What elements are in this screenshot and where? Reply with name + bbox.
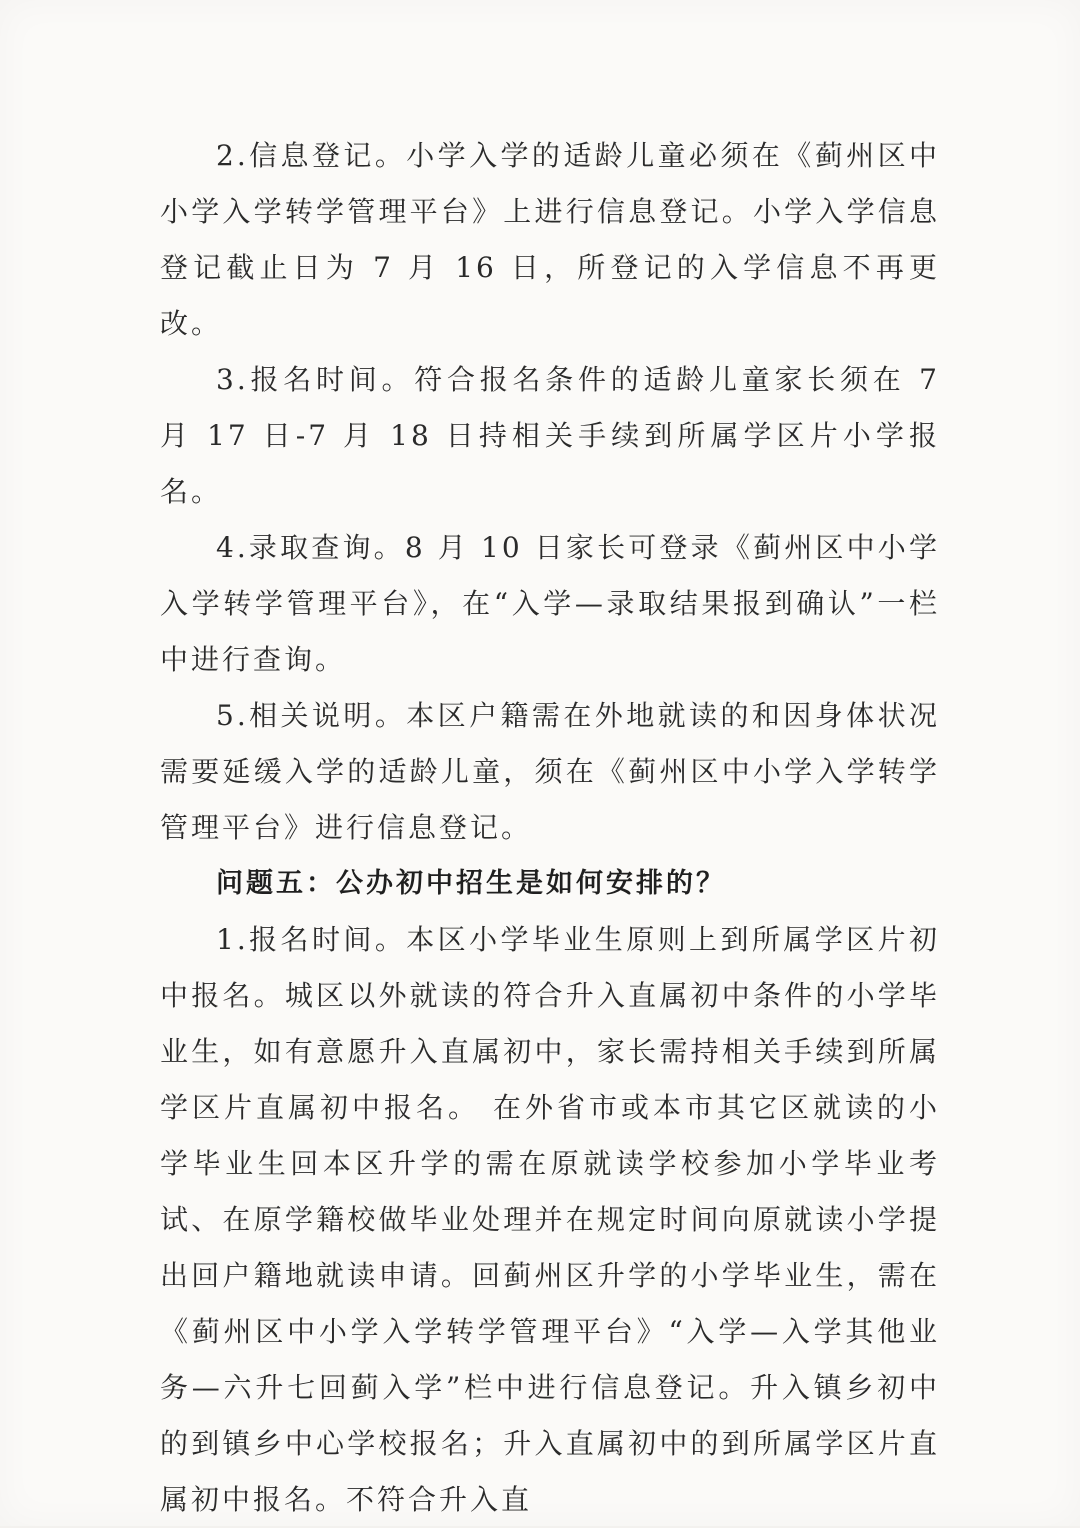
document-body [160,128,940,1528]
paragraph-related-notes: 5.相关说明。本区户籍需在外地就读的和因身体状况需要延缓入学的适龄儿童，须在《蓟州区中小学入学转学管理平台》进行信息登记。 [160,699,940,844]
paragraph-junior-registration-time: 1.报名时间。本区小学毕业生原则上到所属学区片初中报名。城区以外就读的符合升入直属初中条件的小学毕业生，如有意愿升入直属初中，家长需持相关手续到所属学区片直属初中报名。 在外省市或本市其它区就读的小学毕业生回本区升学的需在原就读学校参加小学毕业考试、在原学籍校做毕业处理并在规定时间向原就读小学提出回户籍地就读申请。回蓟州区升学的小学毕业生，需在《蓟州区中小学入学转学管理平台》“入学—入学其他业务—六升七回蓟入学”栏中进行信息登记。升入镇乡初中的到镇乡中心学校报名；升入直属初中的到所属学区片直属初中报名。不符合升入直 [160,923,940,1516]
paragraph-registration-time: 3.报名时间。符合报名条件的适龄儿童家长须在 7 月 17 日-7 月 18 日持相关手续到所属学区片小学报名。 [160,363,940,508]
paragraph-info-registration: 2.信息登记。小学入学的适龄儿童必须在《蓟州区中小学入学转学管理平台》上进行信息登记。小学入学信息登记截止日为 7 月 16 日，所登记的入学信息不再更改。 [160,139,940,340]
paragraph-admission-query: 4.录取查询。8 月 10 日家长可登录《蓟州区中小学入学转学管理平台》，在“入学—录取结果报到确认”一栏中进行查询。 [160,531,940,676]
section-heading-question-five: 问题五：公办初中招生是如何安排的？ [216,868,726,899]
